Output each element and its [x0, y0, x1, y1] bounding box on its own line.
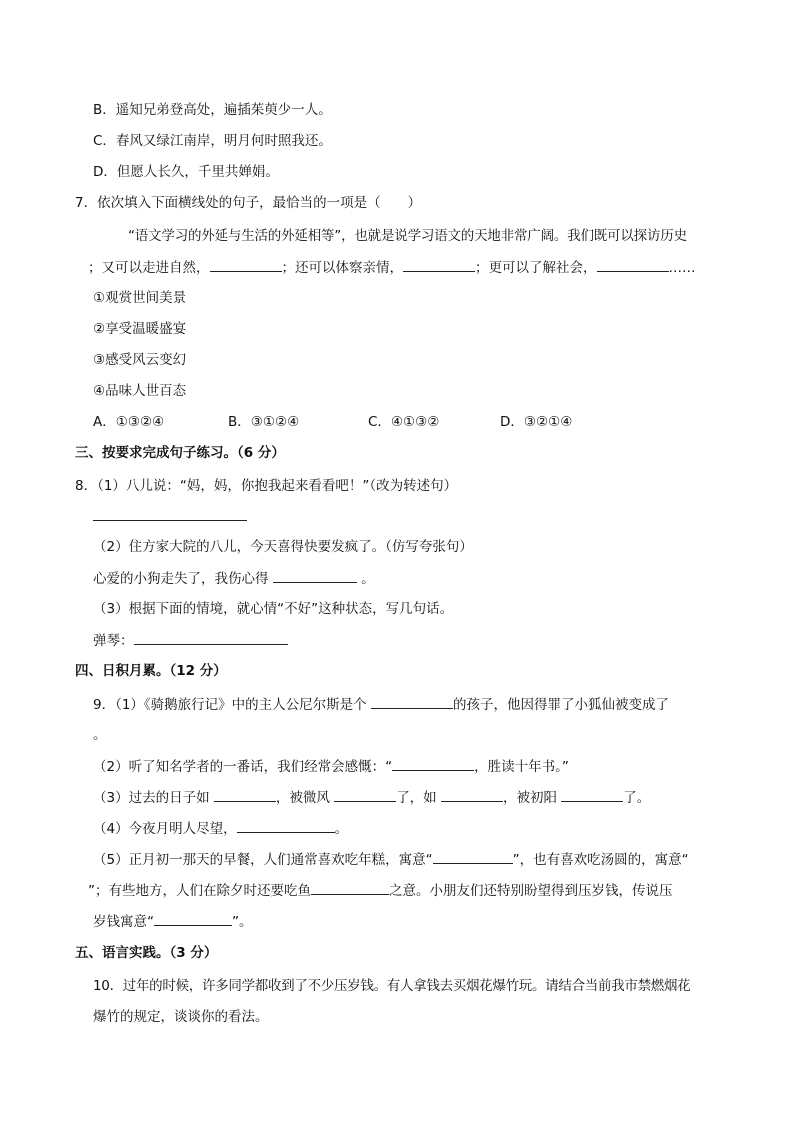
q9-5-part-a: （5）正月初一那天的早餐，人们通常喜欢吃年糕，寓意“: [93, 852, 433, 868]
q6-option-b: B．遥知兄弟登高处，遍插茱萸少一人。: [93, 102, 332, 118]
q9-1-part-b: 的孩子，他因得罪了小狐仙被变成了: [452, 697, 669, 713]
q9-4-part-a: （4）今夜月明人尽望，: [93, 821, 237, 837]
q8-2-blank[interactable]: [273, 568, 357, 583]
q9-5-blank-1[interactable]: [433, 849, 513, 864]
q8-2-prefix: 心爱的小狗走失了，我伤心得: [93, 571, 269, 587]
q6-option-c: C．春风又绿江南岸，明月何时照我还。: [93, 133, 332, 149]
q9-2-line: [93, 756, 569, 777]
q9-5-blank-2[interactable]: [311, 880, 389, 895]
q8-2-prompt: （2）住方家大院的八儿，今天喜得快要发疯了。（仿写夸张句）: [93, 539, 473, 555]
section3-title: 三、按要求完成句子练习。（6 分）: [75, 445, 285, 461]
q9-3-blank-4[interactable]: [561, 787, 623, 802]
q9-5-line2: [88, 880, 673, 901]
q9-4-blank[interactable]: [237, 818, 335, 833]
q7-blank-1[interactable]: [210, 257, 282, 272]
q7-option-c[interactable]: C．④①③②: [368, 414, 440, 430]
q7-item-3: ③感受风云变幻: [93, 352, 187, 368]
q9-3-blank-2[interactable]: [334, 787, 396, 802]
q9-2-part-b: ，胜读十年书。”: [474, 759, 569, 775]
q9-5-part-c: ”；有些地方，人们在除夕时还要吃鱼: [88, 883, 311, 899]
q9-4-part-b: 。: [334, 821, 349, 837]
q8-1-blank[interactable]: [93, 506, 247, 521]
q8-2-suffix: 。: [361, 571, 375, 587]
q9-3-part-b: ，被微风: [275, 790, 330, 806]
q9-3-part-a: （3）过去的日子如: [93, 790, 210, 806]
q7-passage-end: ……: [668, 260, 696, 276]
q7-item-2: ②享受温暖盛宴: [93, 321, 187, 337]
q9-3-blank-1[interactable]: [214, 787, 276, 802]
q8-3-prompt: （3）根据下面的情境，就心情“不好”这种状态，写几句话。: [93, 601, 454, 617]
q9-2-blank[interactable]: [392, 756, 474, 771]
q9-1-part-c: 。: [93, 727, 107, 743]
q7-option-d[interactable]: D．③②①④: [500, 414, 573, 430]
q8-1-prompt: 8．（1）八儿说：“妈，妈，你抱我起来看看吧！”（改为转述句）: [75, 478, 458, 494]
q9-4-line: [93, 818, 348, 839]
q7-item-4: ④品味人世百态: [93, 383, 187, 399]
q7-item-1: ①观赏世间美景: [93, 290, 187, 306]
q9-5-line3: [93, 911, 253, 932]
section5-title: 五、语言实践。（3 分）: [75, 945, 218, 961]
q9-5-part-f: ”。: [232, 914, 253, 930]
q7-passage-seg1: ；又可以走进自然，: [88, 260, 210, 276]
q9-2-part-a: （2）听了知名学者的一番话，我们经常会感慨：“: [93, 759, 393, 775]
q8-2-answer-line: [93, 568, 375, 589]
q7-blank-2[interactable]: [403, 257, 475, 272]
q9-1-line: [93, 694, 669, 715]
q9-5-part-e: 岁钱寓意“: [93, 914, 154, 930]
q10-line2: 爆竹的规定，谈谈你的看法。: [93, 1009, 269, 1025]
q9-3-blank-3[interactable]: [441, 787, 503, 802]
q7-passage-seg2: ；还可以体察亲情，: [281, 260, 403, 276]
q10-line1: 10．过年的时候，许多同学都收到了不少压岁钱。有人拿钱去买烟花爆竹玩。请结合当前我市禁燃烟花: [93, 978, 691, 994]
q9-5-part-d: 之意。小朋友们还特别盼望得到压岁钱，传说压: [389, 883, 673, 899]
q7-blank-3[interactable]: [597, 257, 669, 272]
q9-1-blank[interactable]: [371, 694, 453, 709]
q7-stem: 7．依次填入下面横线处的句子，最恰当的一项是（ ）: [75, 195, 422, 211]
q9-5-line1: [93, 849, 689, 870]
q9-3-part-e: 了。: [623, 790, 651, 806]
q7-passage-line1: “语文学习的外延与生活的外延相等”，也就是说学习语文的天地非常广阔。我们既可以探访历史: [128, 228, 687, 244]
q9-1-part-a: 9．（1）《骑鹅旅行记》中的主人公尼尔斯是个: [93, 697, 367, 713]
q8-3-answer-line: [93, 630, 288, 651]
q8-1-answer-line[interactable]: [93, 506, 247, 527]
q9-5-part-b: ”，也有喜欢吃汤圆的，寓意“: [512, 852, 689, 868]
q7-option-a[interactable]: A．①③②④: [93, 414, 165, 430]
q7-option-b[interactable]: B．③①②④: [228, 414, 300, 430]
q8-3-blank[interactable]: [134, 630, 288, 645]
q8-3-label: 弹琴：: [93, 633, 134, 649]
q7-passage-seg3: ；更可以了解社会，: [475, 260, 597, 276]
q9-3-line: [93, 787, 650, 808]
section4-title: 四、日积月累。（12 分）: [75, 663, 227, 679]
q9-3-part-d: ，被初阳: [502, 790, 557, 806]
q9-5-blank-3[interactable]: [154, 911, 232, 926]
q6-option-d: D．但愿人长久，千里共婵娟。: [93, 164, 279, 180]
q9-3-part-c: 了，如: [396, 790, 437, 806]
q7-passage-line2: [88, 257, 696, 278]
